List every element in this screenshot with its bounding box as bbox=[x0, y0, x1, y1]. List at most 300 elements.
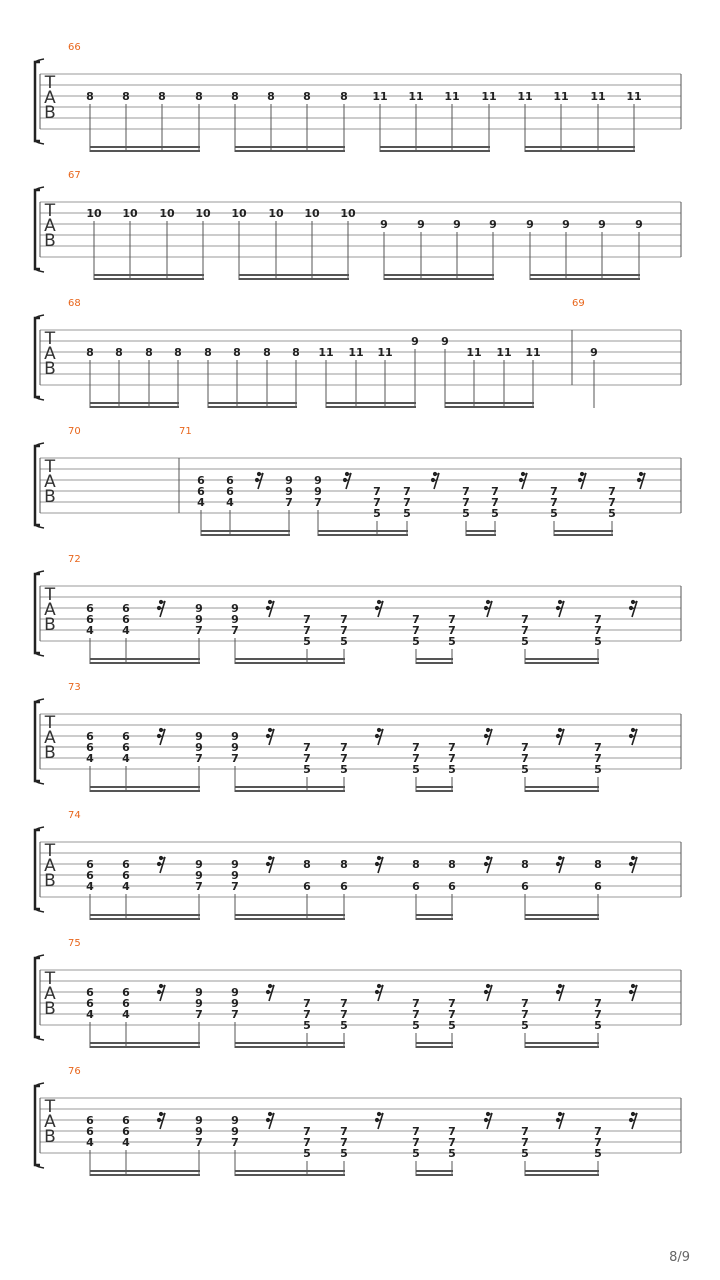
fret-number: 7 bbox=[594, 1136, 602, 1149]
fret-number: 9 bbox=[285, 485, 293, 498]
fret-number: 7 bbox=[231, 1008, 239, 1021]
fret-number: 6 bbox=[86, 997, 94, 1010]
fret-number: 6 bbox=[122, 1114, 130, 1127]
fret-number: 5 bbox=[448, 763, 456, 776]
fret-number: 5 bbox=[594, 1019, 602, 1032]
fret-number: 8 bbox=[263, 346, 271, 359]
tab-note bbox=[145, 346, 153, 408]
fret-number: 9 bbox=[231, 730, 239, 743]
fret-number: 7 bbox=[303, 1136, 311, 1149]
fret-number: 4 bbox=[86, 752, 94, 765]
fret-number: 6 bbox=[197, 485, 205, 498]
measure-number: 72 bbox=[68, 554, 81, 565]
fret-number: 9 bbox=[441, 335, 449, 348]
fret-number: 7 bbox=[285, 496, 293, 509]
beam bbox=[525, 786, 599, 788]
fret-number: 7 bbox=[448, 752, 456, 765]
fret-number: 7 bbox=[448, 997, 456, 1010]
tab-note bbox=[380, 218, 388, 280]
tab-note bbox=[372, 90, 387, 152]
fret-number: 9 bbox=[231, 1114, 239, 1127]
fret-number: 6 bbox=[86, 1125, 94, 1138]
tab-note bbox=[403, 485, 411, 536]
fret-number: 5 bbox=[448, 635, 456, 648]
beam bbox=[416, 914, 453, 916]
fret-number: 7 bbox=[594, 613, 602, 626]
tab-clef-letter: A bbox=[44, 344, 56, 364]
fret-number: 9 bbox=[635, 218, 643, 231]
tab-clef-letter: A bbox=[44, 856, 56, 876]
beam bbox=[416, 1042, 453, 1044]
fret-number: 7 bbox=[314, 496, 322, 509]
tab-note bbox=[594, 741, 602, 792]
fret-number: 5 bbox=[448, 1019, 456, 1032]
fret-number: 6 bbox=[122, 613, 130, 626]
fret-number: 7 bbox=[462, 496, 470, 509]
tab-clef-letter: A bbox=[44, 728, 56, 748]
fret-number: 5 bbox=[491, 507, 499, 520]
fret-number: 6 bbox=[122, 741, 130, 754]
tab-note bbox=[303, 741, 311, 792]
beam bbox=[384, 274, 494, 276]
tab-clef-letter: A bbox=[44, 472, 56, 492]
tab-system bbox=[35, 682, 681, 792]
tab-note bbox=[496, 346, 511, 408]
tab-note bbox=[86, 346, 94, 408]
fret-number: 5 bbox=[340, 1019, 348, 1032]
fret-number: 9 bbox=[231, 997, 239, 1010]
fret-number: 5 bbox=[303, 1019, 311, 1032]
fret-number: 9 bbox=[195, 1114, 203, 1127]
fret-number: 7 bbox=[412, 1125, 420, 1138]
beam bbox=[94, 274, 204, 276]
fret-number: 9 bbox=[489, 218, 497, 231]
tab-note bbox=[521, 613, 529, 664]
fret-number: 5 bbox=[403, 507, 411, 520]
tab-note bbox=[462, 485, 470, 536]
fret-number: 8 bbox=[231, 90, 239, 103]
fret-number: 11 bbox=[496, 346, 512, 359]
tab-note bbox=[267, 90, 275, 152]
fret-number: 6 bbox=[226, 485, 234, 498]
tab-clef-letter: T bbox=[44, 1097, 56, 1117]
tab-system bbox=[35, 938, 681, 1048]
fret-number: 7 bbox=[491, 496, 499, 509]
fret-number: 8 bbox=[174, 346, 182, 359]
tab-note bbox=[303, 858, 311, 920]
beam bbox=[416, 1174, 453, 1176]
fret-number: 9 bbox=[195, 869, 203, 882]
tab-note bbox=[521, 741, 529, 792]
fret-number: 6 bbox=[448, 880, 456, 893]
fret-number: 7 bbox=[303, 997, 311, 1010]
fret-number: 7 bbox=[412, 741, 420, 754]
fret-number: 8 bbox=[412, 858, 420, 871]
fret-number: 9 bbox=[562, 218, 570, 231]
beam bbox=[235, 150, 345, 152]
fret-number: 5 bbox=[462, 507, 470, 520]
fret-number: 10 bbox=[268, 207, 284, 220]
tab-clef-letter: B bbox=[44, 871, 56, 891]
fret-number: 7 bbox=[373, 496, 381, 509]
fret-number: 11 bbox=[553, 90, 569, 103]
fret-number: 7 bbox=[195, 752, 203, 765]
fret-number: 10 bbox=[195, 207, 211, 220]
fret-number: 6 bbox=[521, 880, 529, 893]
tab-note bbox=[285, 474, 293, 536]
tab-note bbox=[122, 986, 130, 1048]
fret-number: 8 bbox=[340, 858, 348, 871]
fret-number: 9 bbox=[231, 986, 239, 999]
beam bbox=[445, 406, 534, 408]
tab-note bbox=[553, 90, 568, 152]
beam bbox=[318, 534, 408, 536]
fret-number: 7 bbox=[303, 613, 311, 626]
beam bbox=[201, 534, 290, 536]
fret-number: 7 bbox=[412, 624, 420, 637]
fret-number: 7 bbox=[521, 1136, 529, 1149]
page-number: 8/9 bbox=[669, 1250, 690, 1265]
system-bracket bbox=[35, 830, 40, 909]
tab-note bbox=[122, 858, 130, 920]
beam bbox=[525, 662, 599, 664]
fret-number: 7 bbox=[231, 624, 239, 637]
fret-number: 7 bbox=[448, 613, 456, 626]
fret-number: 6 bbox=[340, 880, 348, 893]
tab-note bbox=[340, 858, 348, 920]
beam bbox=[235, 662, 345, 664]
fret-number: 5 bbox=[412, 763, 420, 776]
tab-note bbox=[626, 90, 641, 152]
tab-note bbox=[412, 741, 420, 792]
beam bbox=[380, 150, 490, 152]
beam bbox=[416, 786, 453, 788]
fret-number: 9 bbox=[231, 741, 239, 754]
beam bbox=[235, 658, 345, 660]
fret-number: 11 bbox=[444, 90, 460, 103]
beam bbox=[90, 662, 200, 664]
tab-note bbox=[86, 207, 102, 280]
beam bbox=[235, 914, 345, 916]
system-bracket bbox=[35, 318, 40, 397]
fret-number: 7 bbox=[412, 1136, 420, 1149]
fret-number: 5 bbox=[594, 635, 602, 648]
fret-number: 7 bbox=[550, 496, 558, 509]
fret-number: 5 bbox=[608, 507, 616, 520]
tab-clef-letter: B bbox=[44, 231, 56, 251]
fret-number: 8 bbox=[145, 346, 153, 359]
fret-number: 6 bbox=[303, 880, 311, 893]
beam bbox=[90, 150, 200, 152]
tab-note bbox=[590, 90, 605, 152]
tab-note bbox=[448, 613, 456, 664]
fret-number: 4 bbox=[197, 496, 205, 509]
fret-number: 4 bbox=[122, 880, 130, 893]
measure-number: 67 bbox=[68, 170, 81, 181]
fret-number: 6 bbox=[122, 730, 130, 743]
tab-note bbox=[231, 730, 239, 792]
tab-note bbox=[318, 346, 333, 408]
fret-number: 7 bbox=[373, 485, 381, 498]
tab-note bbox=[550, 485, 558, 536]
beam bbox=[466, 534, 496, 536]
fret-number: 5 bbox=[521, 1147, 529, 1160]
tab-note bbox=[466, 346, 481, 408]
tab-note bbox=[304, 207, 320, 280]
tab-note bbox=[594, 613, 602, 664]
fret-number: 8 bbox=[86, 90, 94, 103]
tab-note bbox=[340, 1125, 348, 1176]
tab-note bbox=[635, 218, 643, 280]
fret-number: 6 bbox=[86, 1114, 94, 1127]
beam bbox=[235, 1170, 345, 1172]
tab-note bbox=[231, 602, 239, 664]
fret-number: 5 bbox=[340, 1147, 348, 1160]
tab-note bbox=[174, 346, 182, 408]
tab-note bbox=[195, 602, 203, 664]
tab-note bbox=[448, 858, 456, 920]
fret-number: 10 bbox=[159, 207, 175, 220]
beam bbox=[525, 146, 635, 148]
fret-number: 11 bbox=[377, 346, 393, 359]
tab-note bbox=[204, 346, 212, 408]
beam bbox=[235, 790, 345, 792]
tab-note bbox=[444, 90, 459, 152]
tab-note bbox=[491, 485, 499, 536]
tab-note bbox=[231, 986, 239, 1048]
fret-number: 6 bbox=[86, 858, 94, 871]
fret-number: 6 bbox=[122, 869, 130, 882]
tab-note bbox=[158, 90, 166, 152]
tab-clef-letter: T bbox=[44, 201, 56, 221]
tab-note bbox=[292, 346, 300, 408]
fret-number: 10 bbox=[231, 207, 247, 220]
fret-number: 11 bbox=[408, 90, 424, 103]
tab-note bbox=[122, 1114, 130, 1176]
fret-number: 7 bbox=[608, 485, 616, 498]
system-bracket bbox=[35, 574, 40, 653]
fret-number: 4 bbox=[122, 1008, 130, 1021]
fret-number: 7 bbox=[448, 741, 456, 754]
fret-number: 11 bbox=[372, 90, 388, 103]
fret-number: 9 bbox=[590, 346, 598, 359]
tab-note bbox=[159, 207, 175, 280]
tab-note bbox=[195, 90, 203, 152]
tab-system bbox=[35, 554, 681, 664]
beam bbox=[525, 1042, 599, 1044]
beam bbox=[235, 786, 345, 788]
tab-note bbox=[226, 474, 234, 536]
fret-number: 7 bbox=[521, 997, 529, 1010]
tab-note bbox=[340, 741, 348, 792]
tab-note bbox=[303, 613, 311, 664]
fret-number: 9 bbox=[195, 986, 203, 999]
fret-number: 7 bbox=[195, 1136, 203, 1149]
fret-number: 5 bbox=[594, 1147, 602, 1160]
beam bbox=[90, 786, 200, 788]
tab-note bbox=[340, 207, 356, 280]
tab-note bbox=[303, 1125, 311, 1176]
tab-clef-letter: B bbox=[44, 487, 56, 507]
tab-note bbox=[314, 474, 322, 536]
fret-number: 7 bbox=[195, 880, 203, 893]
beam bbox=[235, 1174, 345, 1176]
tab-note bbox=[594, 858, 602, 920]
fret-number: 11 bbox=[626, 90, 642, 103]
beam bbox=[90, 402, 179, 404]
fret-number: 6 bbox=[226, 474, 234, 487]
fret-number: 6 bbox=[86, 613, 94, 626]
fret-number: 4 bbox=[226, 496, 234, 509]
tab-note bbox=[86, 730, 94, 792]
fret-number: 9 bbox=[195, 1125, 203, 1138]
measure-number: 71 bbox=[179, 426, 192, 437]
tab-note bbox=[122, 602, 130, 664]
tab-note bbox=[122, 90, 130, 152]
beam bbox=[416, 1046, 453, 1048]
tab-clef-letter: B bbox=[44, 1127, 56, 1147]
fret-number: 7 bbox=[608, 496, 616, 509]
fret-number: 8 bbox=[195, 90, 203, 103]
tab-note bbox=[453, 218, 461, 280]
beam bbox=[208, 406, 297, 408]
measure-number: 74 bbox=[68, 810, 81, 821]
tab-note bbox=[598, 218, 606, 280]
measure-number: 70 bbox=[68, 426, 81, 437]
fret-number: 7 bbox=[412, 1008, 420, 1021]
beam bbox=[525, 914, 599, 916]
fret-number: 6 bbox=[122, 858, 130, 871]
beam bbox=[208, 402, 297, 404]
tab-system bbox=[35, 426, 681, 536]
beam bbox=[90, 1042, 200, 1044]
fret-number: 5 bbox=[594, 763, 602, 776]
tab-note bbox=[408, 90, 423, 152]
fret-number: 7 bbox=[448, 1008, 456, 1021]
fret-number: 6 bbox=[122, 997, 130, 1010]
fret-number: 7 bbox=[594, 752, 602, 765]
beam bbox=[525, 1170, 599, 1172]
fret-number: 9 bbox=[195, 602, 203, 615]
fret-number: 9 bbox=[231, 613, 239, 626]
fret-number: 7 bbox=[303, 752, 311, 765]
tab-clef-letter: A bbox=[44, 600, 56, 620]
fret-number: 7 bbox=[448, 1136, 456, 1149]
beam bbox=[90, 1174, 200, 1176]
fret-number: 7 bbox=[303, 741, 311, 754]
tab-clef-letter: A bbox=[44, 88, 56, 108]
fret-number: 6 bbox=[86, 741, 94, 754]
fret-number: 7 bbox=[594, 1008, 602, 1021]
beam bbox=[416, 1170, 453, 1172]
fret-number: 11 bbox=[318, 346, 334, 359]
fret-number: 8 bbox=[594, 858, 602, 871]
fret-number: 7 bbox=[340, 997, 348, 1010]
beam bbox=[384, 278, 494, 280]
beam bbox=[235, 1042, 345, 1044]
fret-number: 6 bbox=[122, 1125, 130, 1138]
tab-note bbox=[268, 207, 284, 280]
tab-note bbox=[195, 858, 203, 920]
beam bbox=[239, 274, 349, 276]
measure-number: 66 bbox=[68, 42, 81, 53]
fret-number: 8 bbox=[303, 90, 311, 103]
tab-note bbox=[521, 858, 529, 920]
fret-number: 7 bbox=[340, 613, 348, 626]
beam bbox=[530, 274, 640, 276]
tab-note bbox=[521, 997, 529, 1048]
tab-note bbox=[340, 613, 348, 664]
fret-number: 5 bbox=[521, 635, 529, 648]
fret-number: 7 bbox=[521, 752, 529, 765]
fret-number: 10 bbox=[86, 207, 102, 220]
fret-number: 11 bbox=[466, 346, 482, 359]
fret-number: 7 bbox=[195, 1008, 203, 1021]
tab-clef-letter: B bbox=[44, 103, 56, 123]
fret-number: 9 bbox=[526, 218, 534, 231]
tab-note bbox=[231, 1114, 239, 1176]
system-bracket bbox=[35, 1086, 40, 1165]
fret-number: 9 bbox=[285, 474, 293, 487]
fret-number: 7 bbox=[195, 624, 203, 637]
measure-number: 76 bbox=[68, 1066, 81, 1077]
fret-number: 7 bbox=[340, 1125, 348, 1138]
beam bbox=[90, 918, 200, 920]
tab-note bbox=[195, 1114, 203, 1176]
fret-number: 7 bbox=[412, 752, 420, 765]
tab-note bbox=[86, 858, 94, 920]
beam bbox=[239, 278, 349, 280]
tab-note bbox=[608, 485, 616, 536]
tab-note bbox=[526, 218, 534, 280]
fret-number: 9 bbox=[231, 858, 239, 871]
beam bbox=[525, 658, 599, 660]
fret-number: 8 bbox=[303, 858, 311, 871]
fret-number: 8 bbox=[122, 90, 130, 103]
tab-note bbox=[195, 986, 203, 1048]
beam bbox=[445, 402, 534, 404]
beam bbox=[525, 1174, 599, 1176]
tab-note bbox=[489, 218, 497, 280]
fret-number: 7 bbox=[462, 485, 470, 498]
fret-number: 7 bbox=[412, 997, 420, 1010]
fret-number: 6 bbox=[86, 986, 94, 999]
beam bbox=[90, 146, 200, 148]
tab-note bbox=[417, 218, 425, 280]
tab-note bbox=[377, 346, 392, 408]
fret-number: 5 bbox=[340, 635, 348, 648]
beam bbox=[235, 918, 345, 920]
tab-note bbox=[231, 90, 239, 152]
fret-number: 8 bbox=[86, 346, 94, 359]
tab-note bbox=[86, 90, 94, 152]
fret-number: 4 bbox=[122, 1136, 130, 1149]
tab-system bbox=[35, 1066, 681, 1176]
beam bbox=[416, 790, 453, 792]
tab-note bbox=[231, 207, 247, 280]
fret-number: 8 bbox=[204, 346, 212, 359]
tab-note bbox=[517, 90, 532, 152]
fret-number: 9 bbox=[417, 218, 425, 231]
fret-number: 7 bbox=[521, 1008, 529, 1021]
tab-note bbox=[448, 741, 456, 792]
measure-number: 69 bbox=[572, 298, 585, 309]
fret-number: 7 bbox=[231, 880, 239, 893]
tab-note bbox=[525, 346, 540, 408]
tab-note bbox=[86, 602, 94, 664]
fret-number: 8 bbox=[521, 858, 529, 871]
tab-note bbox=[521, 1125, 529, 1176]
